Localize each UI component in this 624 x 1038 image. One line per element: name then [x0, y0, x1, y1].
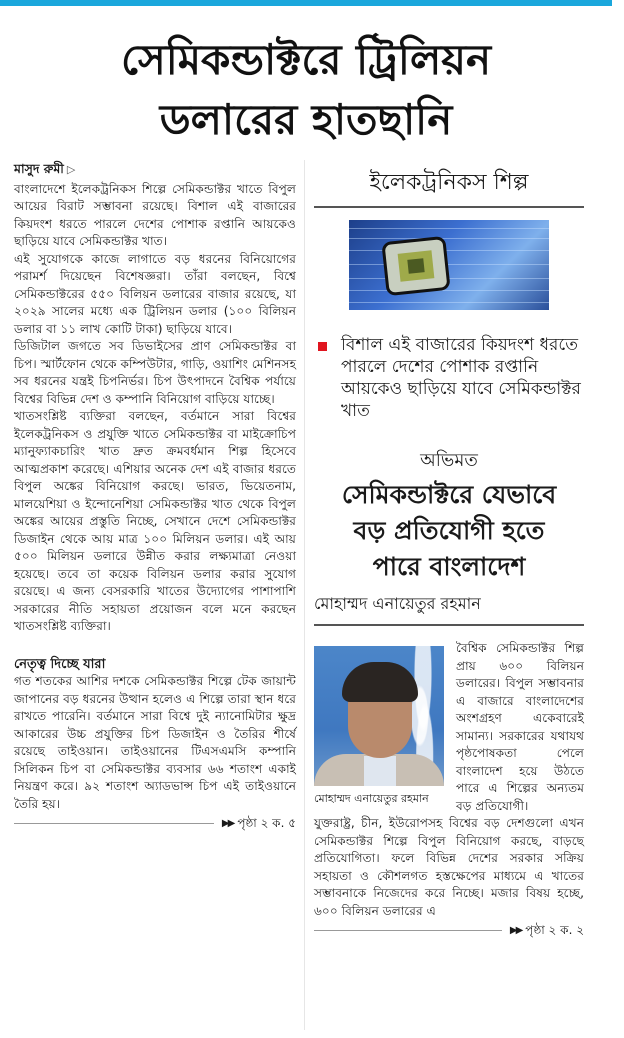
- opinion-author: মোহাম্মদ এনায়েতুর রহমান: [314, 594, 481, 613]
- divider: [14, 823, 214, 824]
- double-arrow-right-icon: ▶▶: [221, 818, 234, 829]
- byline-author: মাসুদ রুমী: [14, 161, 64, 176]
- chip-icon: [385, 239, 448, 293]
- headline-line-1: সেমিকন্ডাক্টরে ট্রিলিয়ন: [120, 35, 492, 84]
- article-subhead: নেতৃত্ব দিচ্ছে যারা: [14, 656, 106, 672]
- opinion-title-line-2: বড় প্রতিযোগী হতে: [353, 516, 545, 545]
- article-paragraph: এই সুযোগকে কাজে লাগাতে বড় ধরনের বিনিয়োগের পরামর্শ দিয়েছেন বিশেষজ্ঞরা। তাঁরা বলছেন, বিশ্বে সেমিকন্ডাক্টরের ৫৫০ বিলিয়ন ডলারের বাজার রয়েছে, যা ২০২৯ সালের মধ্যে এক ট্রিলিয়ন ডলার (১০০ বিলিয়ন ডলার বা ১১ লাখ কোটি টাকা) ছাড়িয়ে যাবে।: [14, 251, 296, 336]
- article-paragraph: গত শতকের আশির দশকে সেমিকন্ডাক্টর শিল্পে টেক জায়ান্ট জাপানের বড় ধরনের উত্থান হলেও এ শিল্পে তারা স্থান ধরে রাখতে পারেনি। বর্তমানে সারা বিশ্বে দুই ন্যানোমিটার ক্ষুদ্র আকারের উচ্চ প্রযুক্তির চিপ ডিজাইন ও তৈরির শীর্ষে রয়েছে তাইওয়ান। তাইওয়ানের টিএসএমসি কম্পানি সিলিকন চিপ বা সেমিকন্ডাক্টর ব্যবসার ৬৬ শতাংশ একাই নিয়ন্ত্রণ করে। ৯২ শতাংশ অ্যাডভান্স চিপ এই তাইওয়ানে তৈরি হয়।: [14, 674, 296, 811]
- byline: [14, 160, 296, 179]
- opinion-title-line-3: পারে বাংলাদেশ: [372, 552, 526, 581]
- opinion-body: [314, 640, 584, 940]
- column-divider: [304, 160, 305, 1030]
- article-paragraph: খাতসংশ্লিষ্ট ব্যক্তিরা বলছেন, বর্তমানে সারা বিশ্বের ইলেকট্রনিকস ও প্রযুক্তি খাতে সেমিকন্ডাক্টর বা মাইক্রোচিপ ম্যানুফ্যাকচারিং খাত দ্রুত ক্রমবর্ধমান শিল্প হিসেবে আত্মপ্রকাশ করেছে। এশিয়ার অনেক দেশ এই বাজার ধরতে বিপুল অঙ্কের বিনিয়োগ করছে। ভারত, ভিয়েতনাম, মালয়েশিয়া ও ইন্দোনেশিয়া সেমিকন্ডাক্টর খাত থেকে বিপুল অঙ্কের আয়ের প্রস্তুতি নিচ্ছে, সেখানে দেশে সেমিকন্ডাক্টর ডিজাইন থেকে আয় মাত্র ১০০ মিলিয়ন ডলার। এই আয় ৫০০ মিলিয়ন ডলারে উন্নীত করার লক্ষ্যমাত্রা নেওয়া হয়েছে। তবে তা কয়েক বিলিয়ন ডলার করার সুযোগ রয়েছে। এ জন্য বেসরকারি খাতের উদ্যোগের পাশাপাশি সরকারের নীতি সহায়তা প্রয়োজন বলে মনে করছেন খাতসংশ্লিষ্ট ব্যক্তিরা।: [14, 409, 296, 633]
- continued-page-ref: পৃষ্ঠা ২ ক. ২: [525, 923, 584, 937]
- opinion-title: [314, 477, 584, 585]
- continued-link[interactable]: [314, 922, 584, 940]
- sidebar-column: [314, 160, 584, 940]
- article-paragraph: বাংলাদেশে ইলেকট্রনিকস শিল্পে সেমিকন্ডাক্টর খাতে বিপুল আয়ের বিরাট সম্ভাবনা রয়েছে। বিশাল এই বাজারের কিয়দংশ ধরতে পারলে দেশের পোশাক রপ্তানি আয়কেও ছাড়িয়ে যাবে সেমিকন্ডাক্টর খাত।: [14, 181, 296, 248]
- main-article: [14, 160, 296, 833]
- triangle-right-icon: ▷: [66, 163, 76, 176]
- divider: [314, 930, 502, 931]
- pull-quote: [314, 334, 584, 422]
- section-label: ইলেকট্রনিকস শিল্প: [369, 170, 529, 195]
- divider: [314, 624, 584, 626]
- author-photo: [314, 646, 444, 786]
- photo-caption: মোহাম্মদ এনায়েতুর রহমান: [314, 792, 429, 805]
- opinion-paragraph: বৈশ্বিক সেমিকন্ডাক্টর শিল্প প্রায় ৬০০ বিলিয়ন ডলারের। বিপুল সম্ভাবনার এ বাজারে বাংলাদেশের অংশগ্রহণ একেবারেই সামান্য। সরকারের যথাযথ পৃষ্ঠপোষকতা পেলে বাংলাদেশ হয়ে উঠতে পারে এ শিল্পের অন্যতম বড় প্রতিযোগী।: [456, 641, 584, 813]
- microchip-image: [349, 220, 549, 310]
- opinion-tag: অভিমত: [420, 450, 478, 471]
- double-arrow-right-icon: ▶▶: [509, 925, 522, 936]
- continued-link[interactable]: [14, 815, 296, 833]
- article-paragraph: ডিজিটাল জগতে সব ডিভাইসের প্রাণ সেমিকন্ডাক্টর বা চিপ। স্মার্টফোন থেকে কম্পিউটার, গাড়ি, ওয়াশিং মেশিনসহ সব ধরনের যন্ত্রই চিপনির্ভর। চিপ উৎপাদনে বৈশ্বিক পর্যায়ে বিশ্বের বিভিন্ন দেশ ও কম্পানি বিনিয়োগ বাড়িয়ে যাচ্ছে।: [14, 339, 296, 406]
- divider: [314, 206, 584, 208]
- red-square-bullet-icon: [318, 342, 327, 351]
- continued-page-ref: পৃষ্ঠা ২ ক. ৫: [237, 816, 296, 830]
- opinion-paragraph: যুক্তরাষ্ট্র, চীন, ইউরোপসহ বিশ্বের বড় দেশগুলো এখন সেমিকন্ডাক্টর শিল্পে বিপুল বিনিয়োগ করছে, বাড়ছে প্রতিযোগিতা। ফলে বিভিন্ন দেশের সরকার সক্রিয় সহায়তা ও কৌশলগত হস্তক্ষেপের মাধ্যমে এ খাতের সম্ভাবনাকে নিজেদের করে নিচ্ছে। মজার বিষয় হচ্ছে, ৬০০ বিলিয়ন ডলারের এ: [314, 816, 584, 918]
- opinion-title-line-1: সেমিকন্ডাক্টরে যেভাবে: [341, 480, 557, 509]
- pull-quote-text: বিশাল এই বাজারের কিয়দংশ ধরতে পারলে দেশের পোশাক রপ্তানি আয়কেও ছাড়িয়ে যাবে সেমিকন্ডাক্টর খাত: [341, 335, 581, 421]
- top-accent-bar: [0, 0, 612, 6]
- author-photo-box: [314, 646, 444, 808]
- page-headline: [0, 30, 612, 150]
- headline-line-2: ডলারের হাতছানি: [159, 95, 453, 144]
